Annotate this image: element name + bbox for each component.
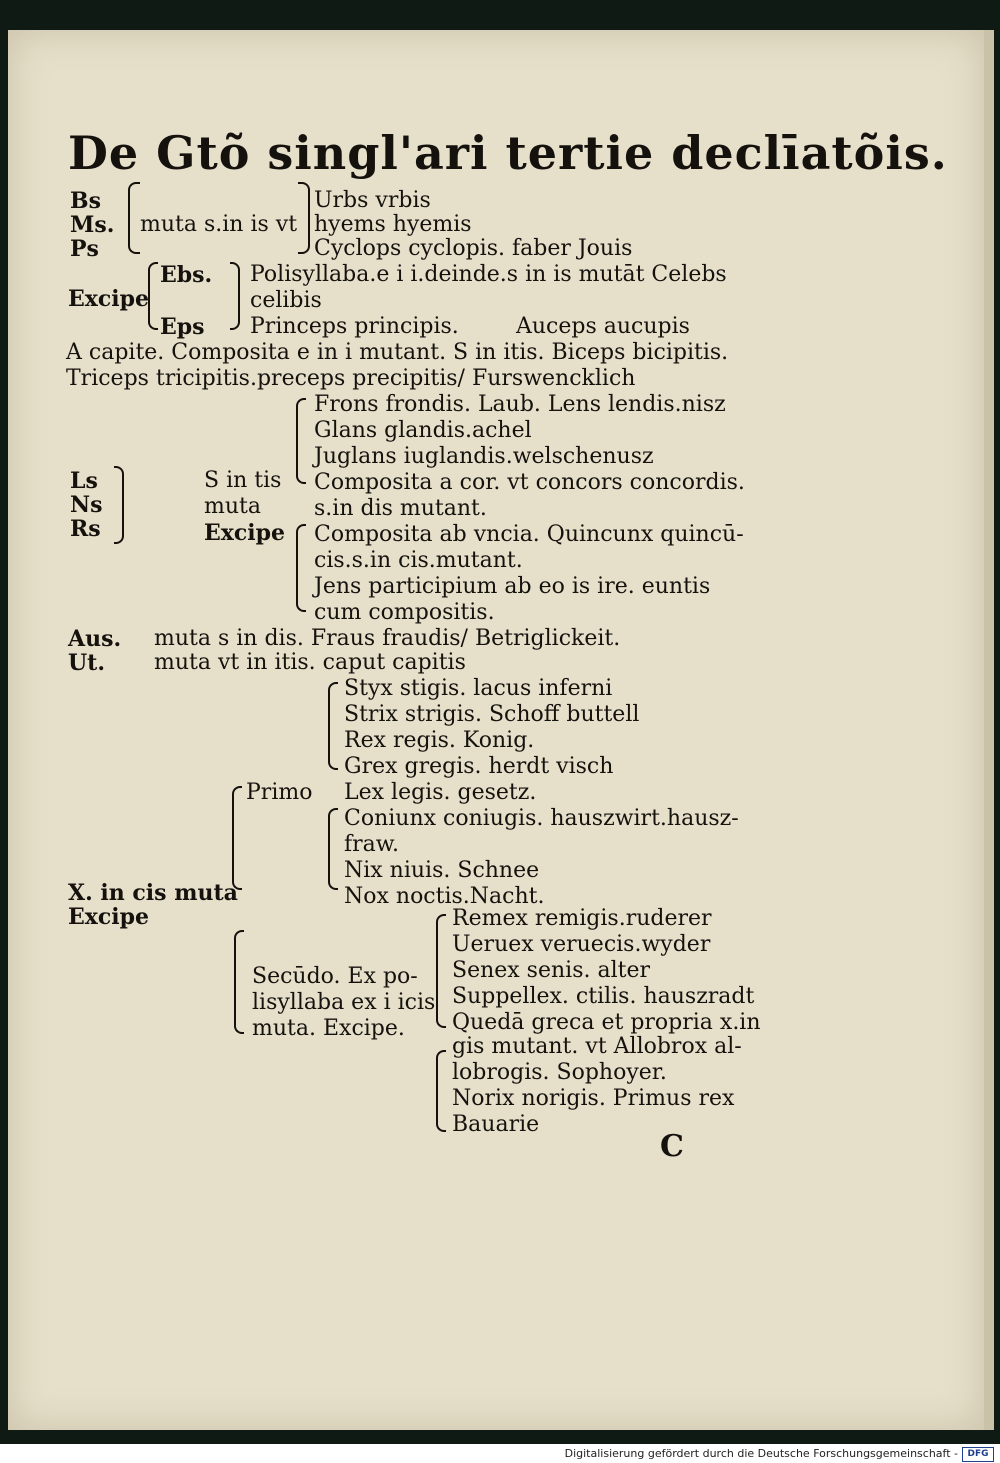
- line-gismutant: gis mutant. vt Allobrox al-: [452, 1034, 742, 1059]
- footer-credit: Digitalisierung gefördert durch die Deutsche Forschungsgemeinschaft -: [564, 1447, 958, 1460]
- brace-frons: [296, 398, 306, 484]
- line-senex: Senex senis. alter: [452, 958, 650, 983]
- line-rs: Rs: [70, 516, 101, 542]
- line-iens: Jens participium ab eo is ire. euntis: [314, 574, 711, 599]
- line-coniunx: Coniunx coniugis. hauszwirt.hausz-: [344, 806, 739, 831]
- line-suppellex: Suppellex. ctilis. hauszradt: [452, 984, 755, 1009]
- line-muta-sinis: muta s.in is vt: [140, 212, 298, 237]
- line-sindis: s.in dis mutant.: [314, 496, 487, 521]
- line-nox: Nox noctis.Nacht.: [344, 884, 545, 909]
- line-hyems: hyems hyemis: [314, 212, 472, 237]
- line-xincis: X. in cis muta: [68, 880, 238, 906]
- line-acapite: A capite. Composita e in i mutant. S in itis. Biceps bicipitis.: [66, 340, 729, 365]
- line-eps: Eps: [160, 314, 205, 340]
- dfg-logo: DFG: [962, 1447, 994, 1462]
- line-ls: Ls: [70, 468, 98, 494]
- line-ueruex: Ueruex veruecis.wyder: [452, 932, 711, 957]
- line-norix: Norix norigis. Primus rex: [452, 1086, 735, 1111]
- brace-excipe-2: [296, 524, 306, 612]
- line-strix: Strix strigis. Schoff buttell: [344, 702, 640, 727]
- brace-ebs-eps: [148, 262, 158, 330]
- line-lisyllaba: lisyllaba ex i icis: [252, 990, 436, 1015]
- line-triceps: Triceps tricipitis.preceps precipitis/ Furswencklich: [66, 366, 636, 391]
- page-edge: [984, 30, 994, 1430]
- line-nix: Nix niuis. Schnee: [344, 858, 540, 883]
- line-bauarie: Bauarie: [452, 1112, 540, 1137]
- brace-bs-ps: [128, 182, 140, 254]
- footer-bar: [0, 1444, 1000, 1463]
- line-secundo: Secūdo. Ex po-: [252, 964, 418, 989]
- line-muta-excipe: muta. Excipe.: [252, 1016, 405, 1041]
- line-compuncia: Composita ab vncia. Quincunx quincū-: [314, 522, 744, 547]
- line-cyclops: Cyclops cyclopis. faber Jouis: [314, 236, 633, 261]
- line-compcor: Composita a cor. vt concors concordis.: [314, 470, 745, 495]
- line-lex: Lex legis. gesetz.: [344, 780, 537, 805]
- page-title: De Gtõ singl'ari tertie declīatõis.: [68, 126, 948, 180]
- line-celibis: celibis: [250, 288, 322, 313]
- line-primo: Primo: [246, 780, 313, 805]
- line-cumcomp: cum compositis.: [314, 600, 495, 625]
- line-aus: Aus.: [68, 626, 122, 652]
- brace-secundo: [234, 930, 244, 1034]
- line-mutasdis: muta s in dis. Fraus fraudis/ Betriglickeit.: [154, 626, 621, 651]
- brace-coniunx: [328, 808, 338, 890]
- line-urbs: Urbs vrbis: [314, 188, 431, 213]
- line-excipe-1: Excipe: [68, 286, 150, 312]
- brace-norix: [436, 1050, 446, 1132]
- line-queda: Quedā greca et propria x.in: [452, 1010, 761, 1035]
- line-remex: Remex remigis.ruderer: [452, 906, 712, 931]
- line-glans: Glans glandis.achel: [314, 418, 532, 443]
- brace-primo: [232, 786, 242, 890]
- line-fraw: fraw.: [344, 832, 399, 857]
- line-cis: cis.s.in cis.mutant.: [314, 548, 523, 573]
- line-frons: Frons frondis. Laub. Lens lendis.nisz: [314, 392, 726, 417]
- line-sintis: S in tis: [204, 468, 282, 493]
- line-ns: Ns: [70, 492, 103, 518]
- line-auceps: Auceps aucupis: [516, 314, 690, 339]
- line-ebs: Ebs.: [160, 262, 213, 288]
- brace-remex: [436, 914, 446, 1028]
- line-ps: Ps: [70, 236, 99, 262]
- line-princeps: Princeps principis.: [250, 314, 459, 339]
- line-ms: Ms.: [70, 212, 115, 238]
- line-muta-1: muta: [204, 494, 261, 519]
- brace-styx: [328, 682, 338, 770]
- line-polis: Polisyllaba.e i i.deinde.s in is mutāt Celebs: [250, 262, 727, 287]
- line-ut: Ut.: [68, 650, 106, 676]
- line-lobrogis: lobrogis. Sophoyer.: [452, 1060, 667, 1085]
- line-grex: Grex gregis. herdt visch: [344, 754, 614, 779]
- line-excipe-3: Excipe: [68, 904, 150, 930]
- line-juglans: Juglans iuglandis.welschenusz: [314, 444, 654, 469]
- brace-ls-rs: [114, 466, 124, 544]
- line-bs: Bs: [70, 188, 101, 214]
- document-page: [8, 30, 984, 1430]
- brace-urbs: [298, 182, 310, 254]
- catchword: C: [660, 1129, 684, 1164]
- line-mutavt: muta vt in itis. caput capitis: [154, 650, 466, 675]
- line-styx: Styx stigis. lacus inferni: [344, 676, 613, 701]
- line-rex: Rex regis. Konig.: [344, 728, 535, 753]
- line-excipe-2: Excipe: [204, 520, 286, 546]
- brace-polis: [230, 262, 240, 330]
